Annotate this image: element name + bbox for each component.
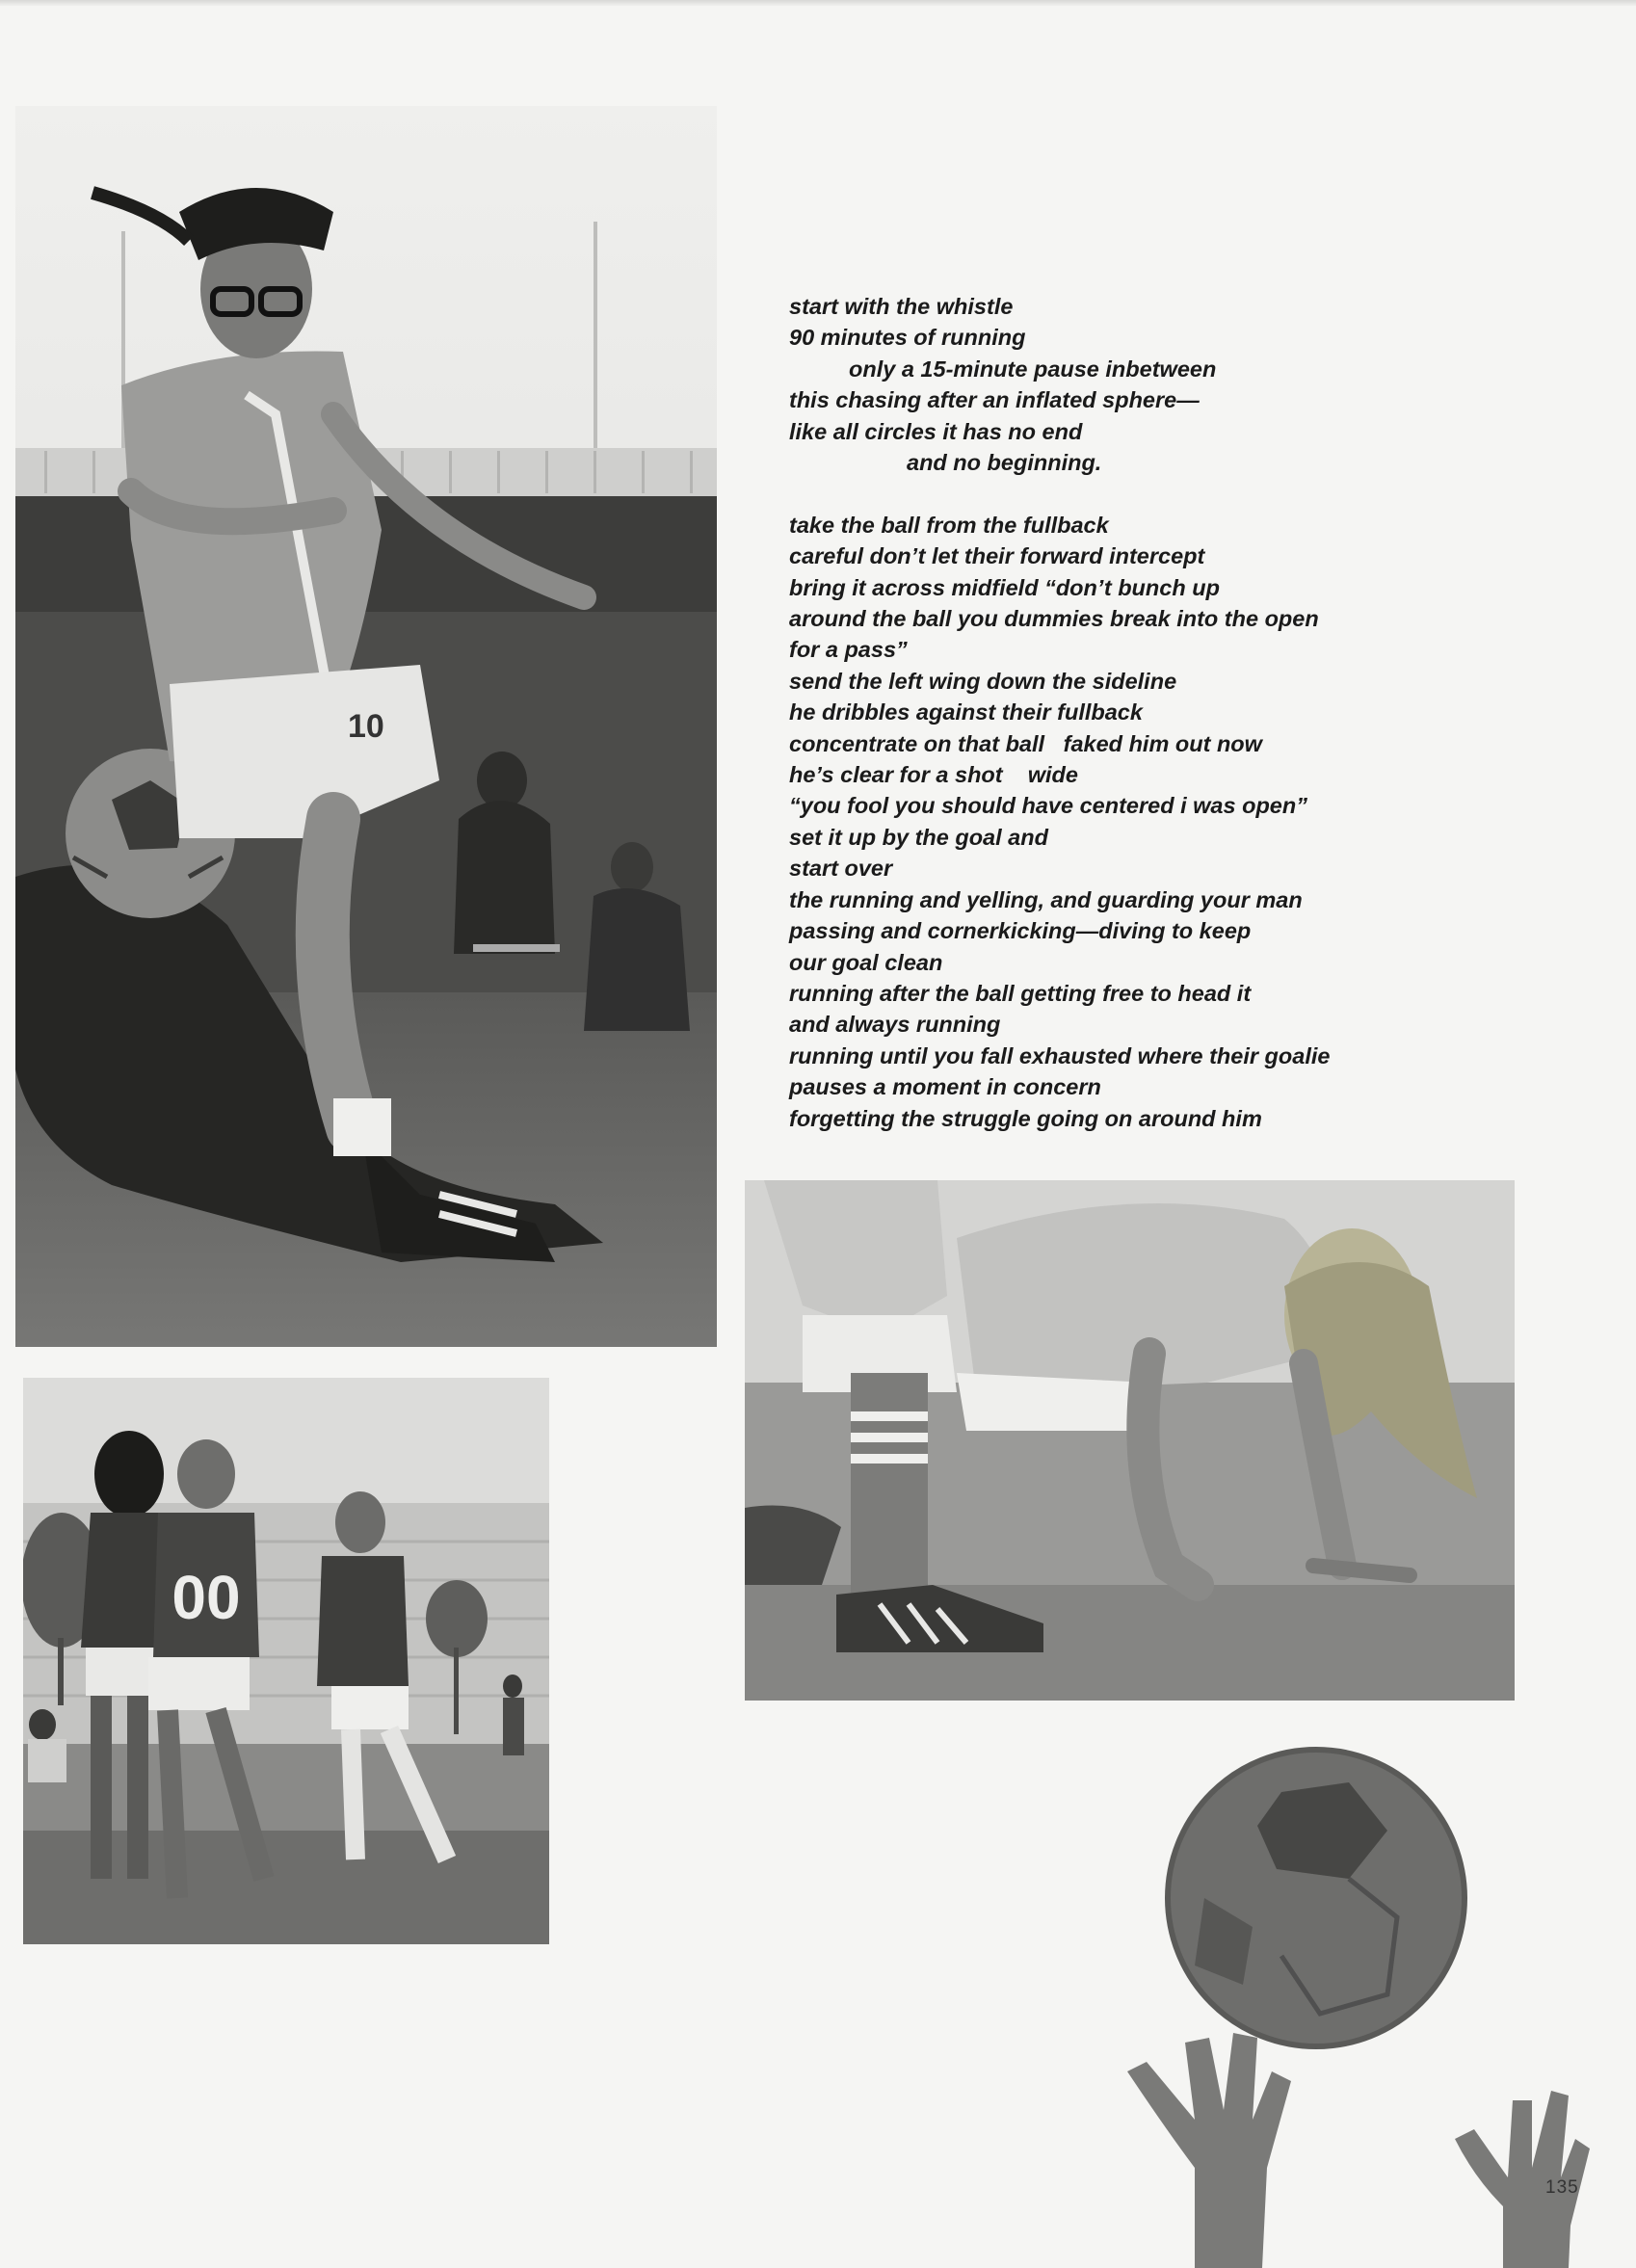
poem-line: bring it across midfield “don’t bunch up <box>789 574 1220 600</box>
poem-line: running until you fall exhausted where their goalie <box>789 1042 1331 1068</box>
poem-line: he’s clear for a shot wide <box>789 762 1078 788</box>
poem-stanza-2 <box>789 510 1483 1134</box>
poem-line: send the left wing down the sideline <box>789 668 1177 694</box>
page-top-rule <box>0 0 1636 6</box>
poem-line: set it up by the goal and <box>789 824 1048 850</box>
poem-line: around the ball you dummies break into the open <box>789 606 1319 632</box>
poem <box>789 291 1483 1134</box>
poem-line: only a 15-minute pause inbetween <box>849 356 1217 382</box>
main-shorts-number: 10 <box>348 708 384 745</box>
poem-line: and always running <box>789 1012 1001 1038</box>
poem-line: concentrate on that ball faked him out now <box>789 730 1262 756</box>
poem-line: 90 minutes of running <box>789 325 1026 351</box>
photo-player-kicking-ball <box>15 106 717 1347</box>
poem-line: like all circles it has no end <box>789 418 1083 444</box>
players-jersey-number: 00 <box>172 1563 241 1632</box>
page-number: 135 <box>1545 2177 1579 2198</box>
poem-line: this chasing after an inflated sphere— <box>789 387 1200 413</box>
poem-line: take the ball from the fullback <box>789 512 1109 538</box>
poem-line: “you fool you should have centered i was open” <box>789 793 1307 819</box>
photo-players-illustration <box>23 1378 549 1944</box>
poem-line: and no beginning. <box>907 450 1102 476</box>
photo-main-illustration <box>15 106 717 1347</box>
poem-line: for a pass” <box>789 637 908 663</box>
poem-line: the running and yelling, and guarding your man <box>789 886 1303 912</box>
photo-goalie-illustration <box>745 1180 1515 1701</box>
poem-line: start with the whistle <box>789 294 1014 319</box>
photo-exhausted-player <box>745 1180 1515 1701</box>
poem-line: forgetting the struggle going on around him <box>789 1105 1262 1131</box>
poem-line: our goal clean <box>789 949 943 975</box>
poem-line: he dribbles against their fullback <box>789 699 1143 725</box>
poem-stanza-1 <box>789 291 1483 478</box>
photo-players-on-field <box>23 1378 549 1944</box>
poem-line: careful don’t let their forward intercept <box>789 543 1205 569</box>
poem-line: passing and cornerkicking—diving to keep <box>789 918 1252 944</box>
poem-line: start over <box>789 856 893 882</box>
poem-line: running after the ball getting free to head it <box>789 980 1252 1006</box>
poem-line: pauses a moment in concern <box>789 1074 1101 1100</box>
